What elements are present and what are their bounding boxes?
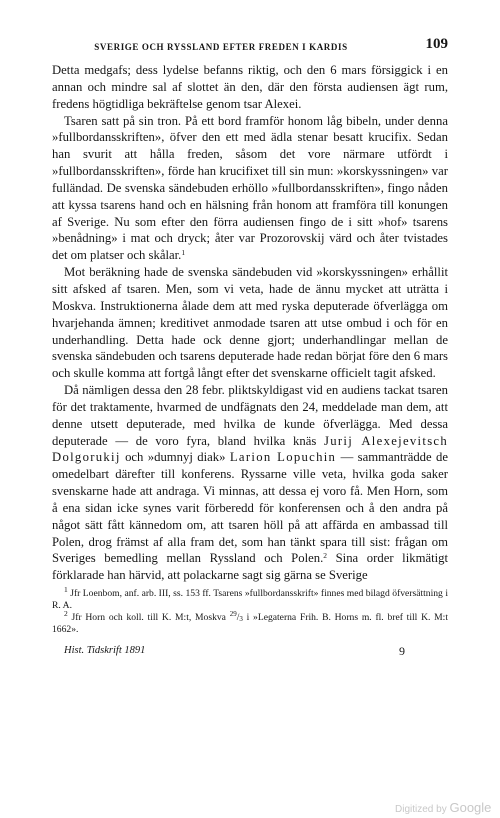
text-run: Mot beräkning hade de svenska sändebuden vid »korskyssningen» erhållit sitt afsked af tsaren. Men, som vi veta, hade de ännu mycket att uträtta i Moskva. Instruktionerna ålade dem att med ryska deputerade öfverlägga om hvarjehanda ämnen; kreditivet anmodade tsaren att utse ombud i och för en underhandling. Detta hade ock denne gjort; underhandlingar mellan de svenska sändebuden och tsarens deputerade hade redan börjat före den 6 mars och skulle komma att fortgå långt efter det svenskarne officielt tagit afsked.: [52, 265, 448, 381]
body-text: [52, 62, 448, 584]
watermark-prefix: Digitized by: [395, 804, 447, 815]
text-run: /: [236, 612, 240, 624]
text-run: i »Legaterna Frih. B. Horns m. fl. bref till K. M:t 1662».: [52, 612, 449, 636]
paragraph: [52, 264, 448, 382]
spaced-name: Jurij Alexejevitsch Dolgorukij: [52, 433, 449, 465]
footnote-ref: 2: [64, 609, 68, 619]
footnotes: [52, 585, 449, 636]
book-page: [52, 32, 448, 663]
signature-number: 9: [399, 644, 405, 659]
paragraph: [52, 113, 448, 265]
spaced-name: Larion Lopuchin: [229, 450, 337, 465]
text-run: Jfr Loenbom, anf. arb. III, ss. 153 ff. Tsarens »fullbordansskrift» finnes med bilagd öfversättning i R. A.: [52, 588, 448, 612]
footnote-ref: 1: [64, 585, 68, 595]
signature-mark: Hist. Tidskrift 1891: [64, 645, 146, 657]
digitized-watermark: [395, 800, 491, 815]
running-title: SVERIGE OCH RYSSLAND EFTER FREDEN I KARDIS: [94, 42, 348, 52]
paragraph: [52, 382, 448, 584]
paragraph: [52, 62, 448, 113]
signature-line: [52, 641, 448, 663]
text-run: — sammanträdde de omedelbart därefter till konferens. Ryssarne ville veta, hvilka goda saker svenskarne hade att andraga. Vi minnas, att dessa ej voro få. Men Horn, som å ena sidan icke synes varit förberedd för konferensen och å den andra på något sätt fått kännedom om, att tsaren höll på att affärda en ambassad till Polen, drog främst af alla fram det, som han tänkt spara till sist: frågan om Sveriges bemedling mellan Ryssland och Polen.: [52, 450, 449, 566]
text-run: och »dumnyj diak»: [120, 450, 230, 465]
text-run: Tsaren satt på sin tron. På ett bord framför honom låg bibeln, under denna »fullbordansskriften», öfver den ett med ädla stenar besatt krucifix. Sedan han svurit att hålla freden, såsom det vore närmare utfördt i »fullbordansskriften», förde han krucifixet till sin mun: »korskyssningen» var fulländad. De svenska sändebuden erhöllo »fullbordansskriften», fingo nåden att kyssa tsarens hand och en hälsning från honom att framföra till konungen af Sverige. Nu som efter den förra audiensen fingo de i sitt »hof» tsarens »benådning» i mat och dryck; åter var Prozorovskij värd och åter tvistades det om platser och skålar.: [52, 113, 448, 263]
text-run: Detta medgafs; dess lydelse befanns riktig, och den 6 mars försiggick i en annan och mindre sal af slottet än den, där den första audiensen ägt rum, fredens högtidliga bekräftelse genom tsar Alexei.: [52, 63, 448, 111]
footnote-ref: 2: [323, 551, 328, 561]
date-numerator: 29: [229, 610, 237, 619]
date-denominator: 3: [239, 615, 243, 624]
text-run: Sina order likmätigt förklarade han härvid, att polackarne sagt sig gärna se Sverige: [52, 551, 448, 583]
running-head: [52, 32, 448, 58]
page-number: 109: [425, 36, 448, 52]
text-run: Då nämligen dessa den 28 febr. pliktskyldigast vid en audiens tackat tsaren för det traktamente, hvarmed de undfägnats den 24, meddelade man dem, att denne utsett deputerade, med hvilka de kunde öfverlägga. Med dessa deputerade — de voro fyra, bland hvilka knäs: [52, 383, 448, 448]
footnote: [52, 609, 449, 636]
footnote: [52, 585, 448, 612]
watermark-brand: Google: [449, 800, 492, 815]
footnote-ref: 1: [181, 248, 186, 258]
text-run: Jfr Horn och koll. till K. M:t, Moskva: [67, 612, 230, 624]
